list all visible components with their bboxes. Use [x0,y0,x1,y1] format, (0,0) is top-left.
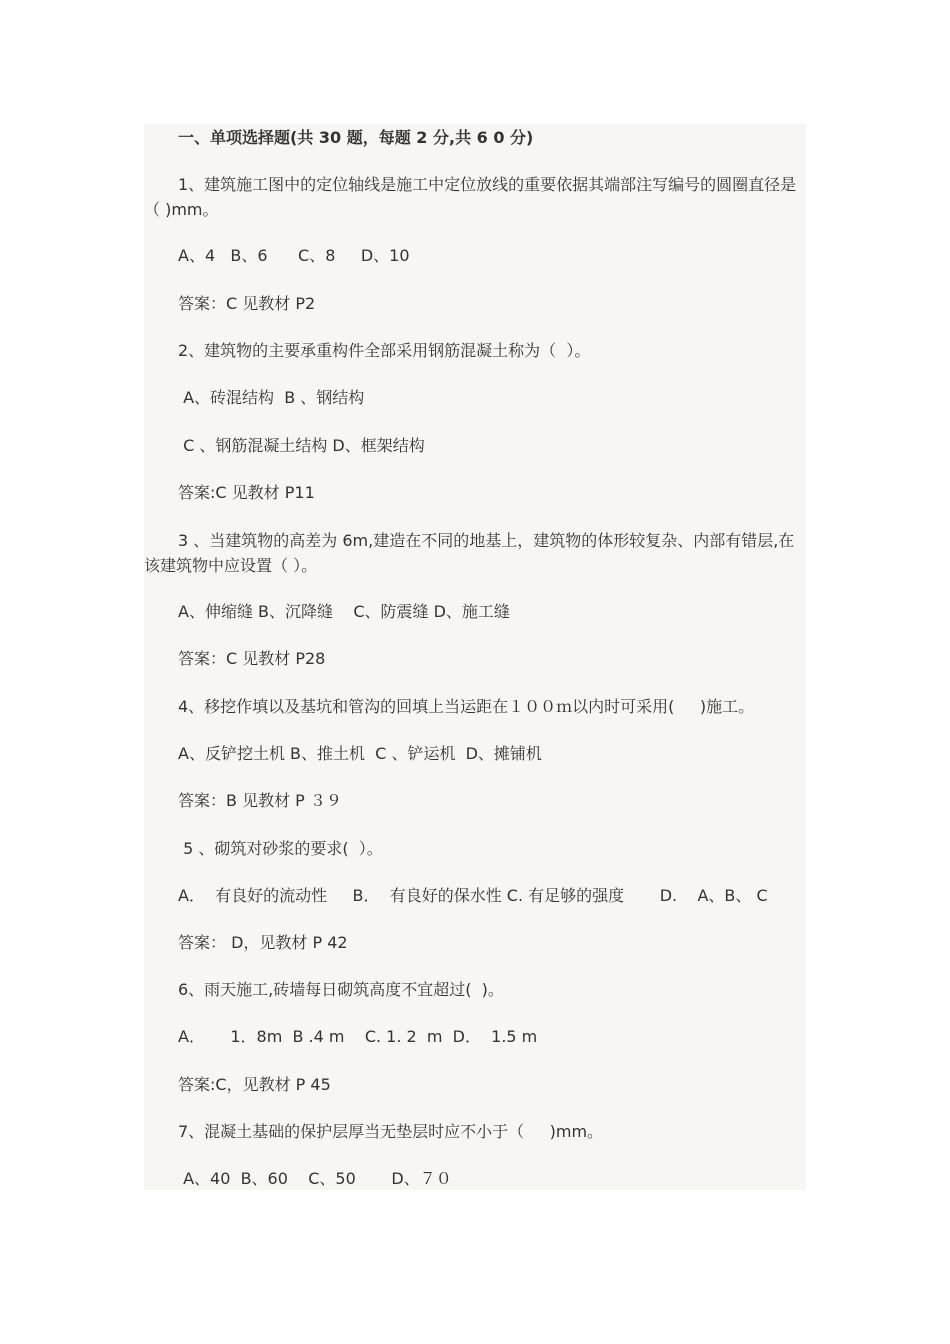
question-1-options: A、4 B、6 C、8 D、10 [178,246,410,265]
question-2: 2、建筑物的主要承重构件全部采用钢筋混凝土称为（ ）。 [178,341,591,360]
question-4: 4、移挖作填以及基坑和管沟的回填上当运距在１００ｍ以内时可采用( )施工。 [178,697,755,716]
question-6: 6、雨天施工,砖墙每日砌筑高度不宜超过( )。 [178,980,504,999]
question-7: 7、混凝土基础的保护层厚当无垫层时应不小于（ )mm。 [178,1122,604,1141]
question-2-options-line-2: C 、钢筋混凝土结构 D、框架结构 [178,436,425,455]
question-2-answer: 答案:C 见教材 P11 [178,483,315,502]
question-6-options: A． 1．8m B .4 m C. 1. 2 m D． 1.5 m [178,1027,538,1046]
question-4-options: A、反铲挖土机 B、推土机 C 、铲运机 D、摊铺机 [178,744,542,763]
question-3: 3 、当建筑物的高差为 6m,建造在不同的地基上，建筑物的体形较复杂、内部有错层,在该建筑物中应设置（ ）。 [144,531,795,575]
question-5-answer: 答案： D，见教材 P 42 [178,933,348,952]
question-2-options-line-1: A、砖混结构 B 、钢结构 [178,388,365,407]
section-heading: 一、单项选择题(共 30 题，每题 2 分,共 6 0 分) [178,128,534,147]
document-body [144,124,806,1190]
question-3-answer: 答案：C 见教材 P28 [178,649,326,668]
question-3-options: A、伸缩缝 B、沉降缝 C、防震缝 D、施工缝 [178,602,510,621]
question-5: 5 、砌筑对砂浆的要求( ）。 [178,839,383,858]
question-7-options: A、40 B、60 C、50 D、７０ [178,1169,452,1188]
question-1: 1、建筑施工图中的定位轴线是施工中定位放线的重要依据其端部注写编号的圆圈直径是（ )mm。 [144,175,797,219]
question-4-answer: 答案：B 见教材 P ３９ [178,791,342,810]
question-1-answer: 答案：C 见教材 P2 [178,294,316,313]
question-5-options: A． 有良好的流动性 B． 有良好的保水性 C. 有足够的强度 D. A、B、 C [178,886,768,905]
question-6-answer: 答案:C，见教材 P 45 [178,1075,331,1094]
